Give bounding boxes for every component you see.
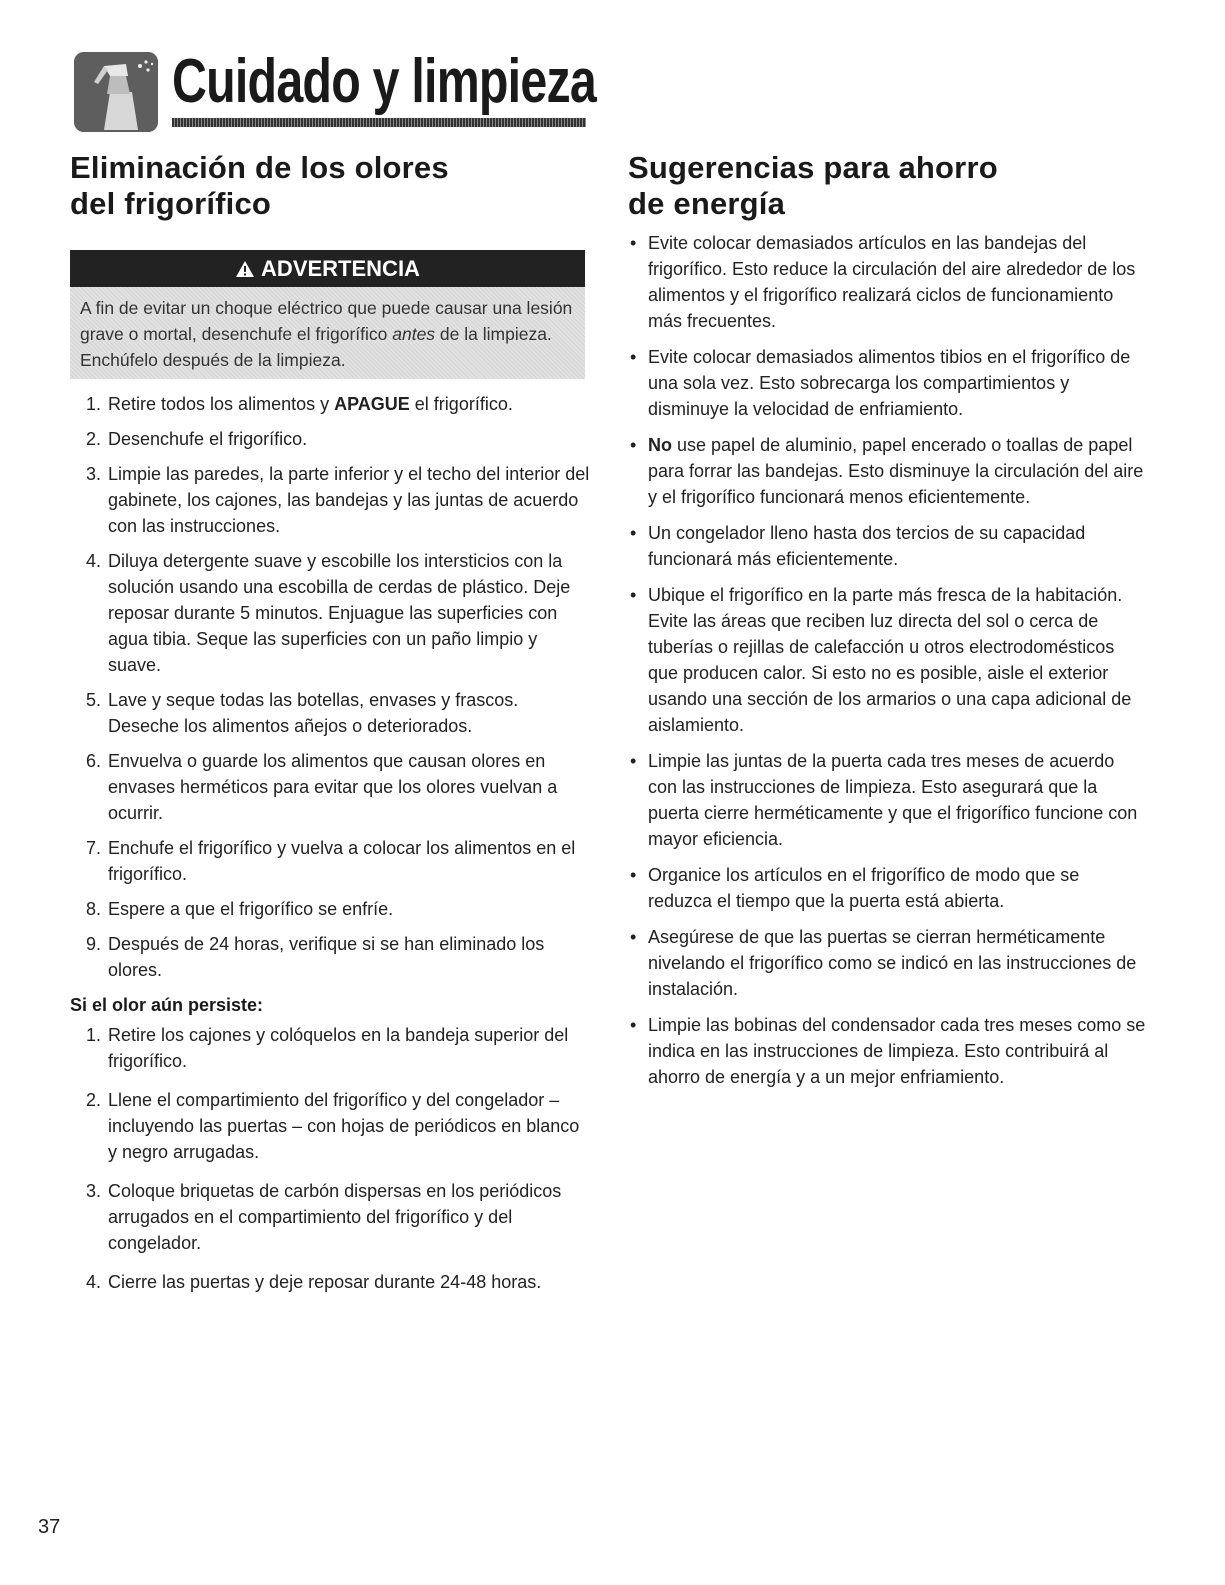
list-item — [628, 230, 1148, 334]
step-number: 4. — [86, 551, 102, 571]
list-item — [70, 931, 590, 983]
step-number: 4. — [86, 1272, 102, 1292]
warning-title: ADVERTENCIA — [261, 256, 420, 281]
step-text: Enchufe el frigorífico y vuelva a colocar los alimentos en el frigorífico. — [108, 838, 576, 884]
bullet-text: Ubique el frigorífico en la parte más fresca de la habitación. Evite las áreas que reciben luz directa del sol o cerca de tuberías o rejillas de calefacción u otros electrodomésticos que producen calor. Si esto no es posible, aisle el exterior usando una sección de los armarios o una capa adicional de aislamiento. — [648, 585, 1132, 735]
step-text: Desenchufe el frigorífico. — [108, 429, 308, 449]
bullet-marker: • — [630, 523, 637, 543]
bullet-text-bold: No — [648, 435, 672, 455]
step-number: 1. — [86, 394, 102, 414]
warning-triangle-icon — [235, 260, 255, 278]
step-number: 3. — [86, 464, 102, 484]
step-number: 1. — [86, 1025, 102, 1045]
page-number: 37 — [38, 1516, 61, 1538]
title-underline — [172, 118, 586, 127]
step-text: Después de 24 horas, verifique si se han eliminado los olores. — [108, 934, 545, 980]
list-item — [628, 344, 1148, 422]
left-column — [70, 150, 590, 1308]
list-item — [70, 896, 590, 922]
page-header — [74, 44, 596, 132]
section-title-line: Eliminación de los olores — [70, 150, 449, 185]
list-item — [628, 1012, 1148, 1090]
list-item — [628, 520, 1148, 572]
step-number: 8. — [86, 899, 102, 919]
warning-header — [70, 250, 585, 287]
step-number: 5. — [86, 690, 102, 710]
section-title-energy — [628, 150, 1148, 222]
step-text: Cierre las puertas y deje reposar durante 24-48 horas. — [108, 1272, 542, 1292]
step-text-bold: APAGUE — [334, 394, 410, 414]
bullet-marker: • — [630, 1015, 637, 1035]
bullet-text: Un congelador lleno hasta dos tercios de su capacidad funcionará más eficientemente. — [648, 523, 1086, 569]
step-number: 9. — [86, 934, 102, 954]
list-item — [70, 687, 590, 739]
odor-persists-steps-list — [70, 1022, 590, 1295]
step-text: Retire todos los alimentos y — [108, 394, 335, 414]
step-text: Espere a que el frigorífico se enfríe. — [108, 899, 394, 919]
list-item — [70, 1178, 590, 1256]
warning-box — [70, 250, 585, 379]
list-item — [70, 548, 590, 678]
bullet-marker: • — [630, 865, 637, 885]
warning-text-emphasis: antes — [392, 324, 436, 344]
list-item — [70, 426, 590, 452]
bullet-marker: • — [630, 435, 637, 455]
list-item — [70, 461, 590, 539]
list-item — [628, 748, 1148, 852]
bullet-marker: • — [630, 927, 637, 947]
step-text: Coloque briquetas de carbón dispersas en los periódicos arrugados en el compartimiento del frigorífico y del congelador. — [108, 1181, 562, 1253]
list-item — [628, 582, 1148, 738]
bullet-text: Organice los artículos en el frigorífico de modo que se reduzca el tiempo que la puerta está abierta. — [648, 865, 1080, 911]
step-text: Limpie las paredes, la parte inferior y el techo del interior del gabinete, los cajones, las bandejas y las juntas de acuerdo con las instrucciones. — [108, 464, 590, 536]
section-title-line: del frigorífico — [70, 186, 272, 221]
bullet-text: Evite colocar demasiados alimentos tibios en el frigorífico de una sola vez. Esto sobrecarga los compartimientos y disminuye la velocidad de enfriamiento. — [648, 347, 1131, 419]
subheading-odor-persists: Si el olor aún persiste: — [70, 995, 264, 1015]
step-text: Retire los cajones y colóquelos en la bandeja superior del frigorífico. — [108, 1025, 569, 1071]
step-number: 7. — [86, 838, 102, 858]
bullet-text: Asegúrese de que las puertas se cierran herméticamente nivelando el frigorífico como se indicó en las instrucciones de instalación. — [648, 927, 1137, 999]
list-item — [70, 391, 590, 417]
list-item — [628, 862, 1148, 914]
list-item — [628, 924, 1148, 1002]
bullet-marker: • — [630, 233, 637, 253]
right-column — [628, 150, 1148, 1100]
bullet-text: use papel de aluminio, papel encerado o toallas de papel para forrar las bandejas. Esto disminuye la circulación del aire y el frigorífico funcionará menos eficientemente. — [648, 435, 1144, 507]
step-number: 2. — [86, 429, 102, 449]
spray-bottle-icon — [74, 52, 158, 132]
warning-text — [70, 287, 585, 379]
bullet-marker: • — [630, 585, 637, 605]
step-number: 2. — [86, 1090, 102, 1110]
step-number: 3. — [86, 1181, 102, 1201]
energy-tips-list — [628, 230, 1148, 1090]
list-item — [70, 1269, 590, 1295]
bullet-text: Limpie las bobinas del condensador cada tres meses como se indica en las instrucciones de limpieza. Esto contribuirá al ahorro de energía y a un mejor enfriamiento. — [648, 1015, 1146, 1087]
step-text: el frigorífico. — [409, 394, 513, 414]
warning-text-part: de la limpieza. Enchúfelo después de la limpieza. — [80, 324, 552, 370]
list-item — [628, 432, 1148, 510]
section-title-line: de energía — [628, 186, 786, 221]
step-text: Envuelva o guarde los alimentos que causan olores en envases herméticos para evitar que los olores vuelvan a ocurrir. — [108, 751, 558, 823]
section-title-odor — [70, 150, 590, 222]
bullet-marker: • — [630, 347, 637, 367]
list-item — [70, 1022, 590, 1074]
warning-text-part: A fin de evitar un choque eléctrico que puede causar una lesión grave o mortal, desenchufe el frigorífico — [80, 298, 573, 344]
step-text: Diluya detergente suave y escobille los intersticios con la solución usando una escobilla de cerdas de plástico. Deje reposar durante 5 minutos. Enjuague las superficies con agua tibia. Seque las superficies con un paño limpio y suave. — [108, 551, 571, 675]
section-title-line: Sugerencias para ahorro — [628, 150, 998, 185]
bullet-marker: • — [630, 751, 637, 771]
list-item — [70, 1087, 590, 1165]
list-item — [70, 835, 590, 887]
step-text: Lave y seque todas las botellas, envases y frascos. Deseche los alimentos añejos o deteriorados. — [108, 690, 519, 736]
bullet-text: Evite colocar demasiados artículos en las bandejas del frigorífico. Esto reduce la circulación del aire alrededor de los alimentos y el frigorífico realizará ciclos de funcionamiento más frecuentes. — [648, 233, 1136, 331]
bullet-text: Limpie las juntas de la puerta cada tres meses de acuerdo con las instrucciones de limpieza. Esto asegurará que la puerta cierre herméticamente y que el frigorífico funcione con mayor eficiencia. — [648, 751, 1138, 849]
page-title: Cuidado y limpieza — [172, 47, 596, 116]
list-item — [70, 748, 590, 826]
cleaning-steps-list — [70, 391, 590, 983]
step-number: 6. — [86, 751, 102, 771]
step-text: Llene el compartimiento del frigorífico y del congelador – incluyendo las puertas – con hojas de periódicos en blanco y negro arrugadas. — [108, 1090, 580, 1162]
